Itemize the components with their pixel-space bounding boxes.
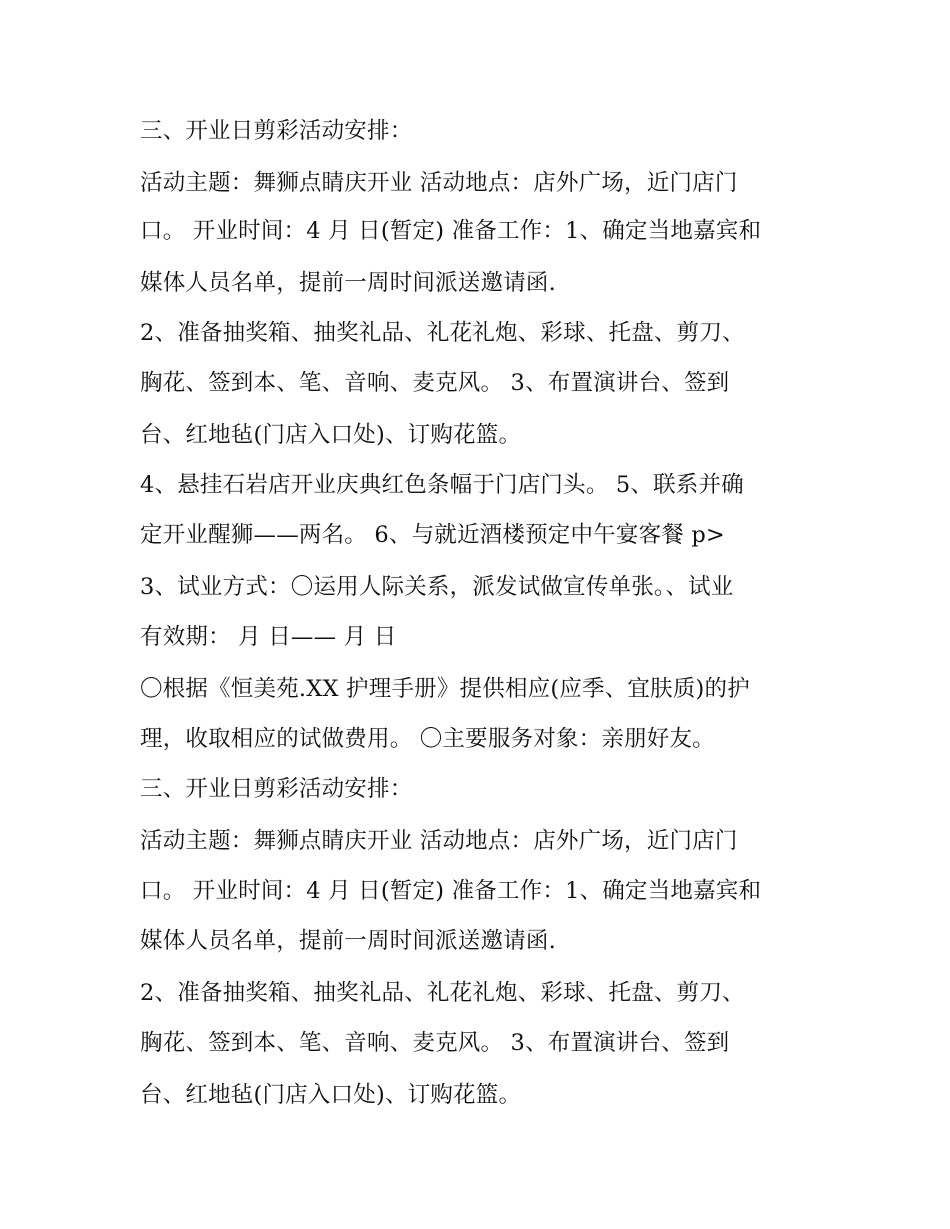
text-line: 媒体人员名单，提前一周时间派送邀请函. <box>140 928 556 954</box>
text-line: 台、红地毡(门店入口处)、订购花篮。 <box>140 1082 522 1108</box>
text-line: 3、试业方式：〇运用人际关系，派发试做宣传单张。、试业 <box>140 574 734 600</box>
text-line: 胸花、签到本、笔、音响、麦克风。 3、布置演讲台、签到 <box>140 370 730 396</box>
text-line: 〇根据《恒美苑.XX 护理手册》提供相应(应季、宜肤质)的护 <box>140 676 750 702</box>
text-line: 理，收取相应的试做费用。 〇主要服务对象：亲朋好友。 <box>140 726 715 752</box>
text-line: 活动主题：舞狮点睛庆开业 活动地点：店外广场，近门店门 <box>140 828 738 854</box>
text-line: 2、准备抽奖箱、抽奖礼品、礼花礼炮、彩球、托盘、剪刀、 <box>140 980 745 1006</box>
text-line: 台、红地毡(门店入口处)、订购花篮。 <box>140 422 522 448</box>
text-line: 2、准备抽奖箱、抽奖礼品、礼花礼炮、彩球、托盘、剪刀、 <box>140 320 745 346</box>
text-line: 三、开业日剪彩活动安排： <box>140 776 413 802</box>
text-line: 活动主题：舞狮点睛庆开业 活动地点：店外广场，近门店门 <box>140 170 738 196</box>
text-line: 三、开业日剪彩活动安排： <box>140 118 413 144</box>
text-line: 口。 开业时间：4 月 日(暂定) 准备工作：1、确定当地嘉宾和 <box>140 218 762 244</box>
text-line: 媒体人员名单，提前一周时间派送邀请函. <box>140 270 556 296</box>
text-line: 有效期： 月 日—— 月 日 <box>140 624 397 650</box>
text-line: 胸花、签到本、笔、音响、麦克风。 3、布置演讲台、签到 <box>140 1030 730 1056</box>
text-line: 4、悬挂石岩店开业庆典红色条幅于门店门头。 5、联系并确 <box>140 472 744 498</box>
text-line: 定开业醒狮——两名。 6、与就近酒楼预定中午宴客餐 p> <box>140 522 725 548</box>
text-line: 口。 开业时间：4 月 日(暂定) 准备工作：1、确定当地嘉宾和 <box>140 878 762 904</box>
